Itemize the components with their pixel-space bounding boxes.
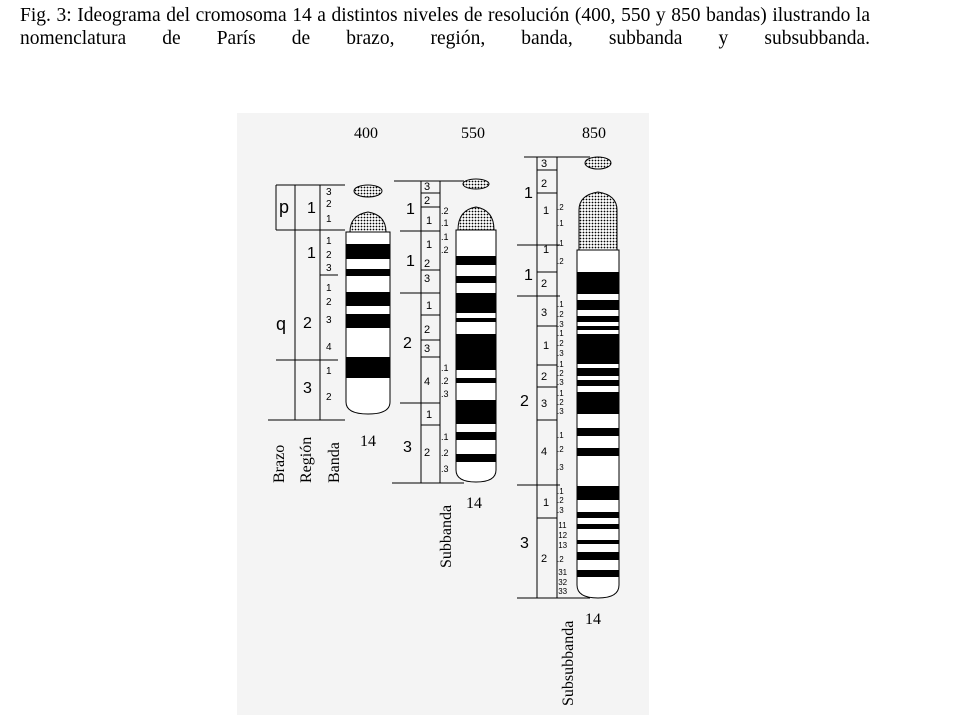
subband-label: .2 [557,257,564,266]
resolution-label-400: 400 [354,125,378,142]
subband-label: .3 [557,378,564,387]
subband-label: .1 [557,431,564,440]
subband-label: .2 [557,310,564,319]
subband-label: .1 [557,300,564,309]
region-label: 2 [520,393,529,410]
band-label: 2 [326,250,332,261]
subband-label: .1 [557,487,564,496]
subband-label: .3 [557,349,564,358]
ideogram-figure [237,113,649,715]
chromosome-number-400: 14 [360,433,376,450]
subband-label: .1 [441,432,449,442]
region-q1-400: 1 [307,245,316,262]
subband-label: .32 [556,578,568,587]
band-label: 2 [424,258,431,270]
region-label: 2 [403,335,412,352]
band-label: 3 [424,273,431,285]
subband-label: .2 [557,369,564,378]
resolution-label-850: 850 [582,125,606,142]
band-label: 2 [424,447,431,459]
band-label: 1 [326,366,332,377]
bands-550 [424,181,432,459]
regions-850 [520,185,533,552]
figure-caption: Fig. 3: Ideograma del cromosoma 14 a distintos niveles de resolución (400, 550 y 850 bandas) ilustrando la nomenclatura de París de brazo, región, banda, subbanda y subsubbanda. [20,5,870,49]
resolution-label-550: 550 [461,125,485,142]
subband-label: .2 [441,376,449,386]
subband-label: .31 [556,568,568,577]
band-label: 4 [326,342,332,353]
regions-550 [403,201,415,456]
chromosome-400 [346,185,390,414]
region-label: 1 [524,185,533,202]
band-label: 1 [326,214,332,225]
chromosome-number-550: 14 [466,495,482,512]
subband-label: .2 [557,339,564,348]
band-label: 4 [541,446,548,458]
band-label: 3 [424,181,431,193]
band-label: 1 [543,497,550,509]
subband-label: .11 [556,521,567,530]
chromosome-number-850: 14 [585,611,601,628]
band-label: 2 [424,324,431,336]
band-label: 1 [326,283,332,294]
band-label: 1 [426,215,433,227]
subband-label: .2 [557,203,564,212]
band-label: 1 [543,205,550,217]
band-label: 3 [541,158,548,170]
subband-label: .3 [557,320,564,329]
band-label: 2 [541,178,548,190]
arm-p-400: p [279,197,290,217]
band-label: 3 [424,343,431,355]
arm-axis-label: Brazo [271,444,288,483]
region-label: 3 [520,535,529,552]
subband-label: .12 [556,531,568,540]
band-label: 3 [541,398,548,410]
band-label: 1 [426,409,433,421]
subband-label: .1 [441,218,449,228]
region-p1-400: 1 [307,200,316,217]
subband-label: .1 [557,389,564,398]
band-label: 3 [326,187,332,198]
subband-label: .2 [441,448,449,458]
level-labels-400 [271,437,343,483]
subband-label: .1 [441,232,449,242]
band-label: 2 [326,392,332,403]
subband-label: .2 [441,245,449,255]
region-q3-400: 3 [303,380,312,397]
subband-label: .33 [556,587,568,596]
subband-label: .2 [441,206,449,216]
subband-label: .3 [557,407,564,416]
subband-label: .2 [557,445,564,454]
chromosome-850 [577,157,619,598]
subband-label: .1 [557,329,564,338]
subband-label: .1 [557,239,564,248]
subband-label: .3 [441,464,449,474]
band-label: 3 [326,315,332,326]
subsubband-axis-label: Subsubbanda [560,620,577,706]
subband-label: .13 [556,541,568,550]
region-q2-400: 2 [303,315,312,332]
subband-label: .3 [557,506,564,515]
band-label: 3 [541,307,548,319]
region-label: 1 [524,267,533,284]
subbands-850 [556,203,568,596]
band-label: 1 [426,300,433,312]
band-label: 2 [326,297,332,308]
subband-label: .1 [441,363,449,373]
band-label: 2 [541,278,548,290]
subband-label: .2 [557,555,564,564]
band-axis-label: Banda [326,442,343,483]
subbands-550 [441,206,449,474]
band-label: 2 [424,195,431,207]
band-label: 2 [541,371,548,383]
band-label: 1 [426,239,433,251]
band-label: 2 [541,553,548,565]
band-label: 1 [326,236,332,247]
subband-label: .1 [557,219,564,228]
chromosome-550 [456,179,496,482]
subband-label: .2 [557,398,564,407]
chromosome-14-ideograms [237,113,649,715]
arm-q-400: q [276,314,287,334]
subband-label: .1 [557,360,564,369]
subband-label: .3 [441,389,449,399]
bands-850 [541,158,549,565]
subband-label: .2 [557,496,564,505]
region-label: 3 [403,439,412,456]
subband-axis-label: Subbanda [438,504,455,568]
subband-label: .3 [557,463,564,472]
region-label: 1 [406,253,415,270]
band-numbers-400 [326,187,332,403]
region-label: 1 [406,201,415,218]
region-axis-label: Región [298,436,315,483]
band-label: 1 [543,244,550,256]
band-label: 1 [543,340,550,352]
band-label: 2 [326,199,332,210]
band-label: 4 [424,376,431,388]
band-label: 3 [326,263,332,274]
